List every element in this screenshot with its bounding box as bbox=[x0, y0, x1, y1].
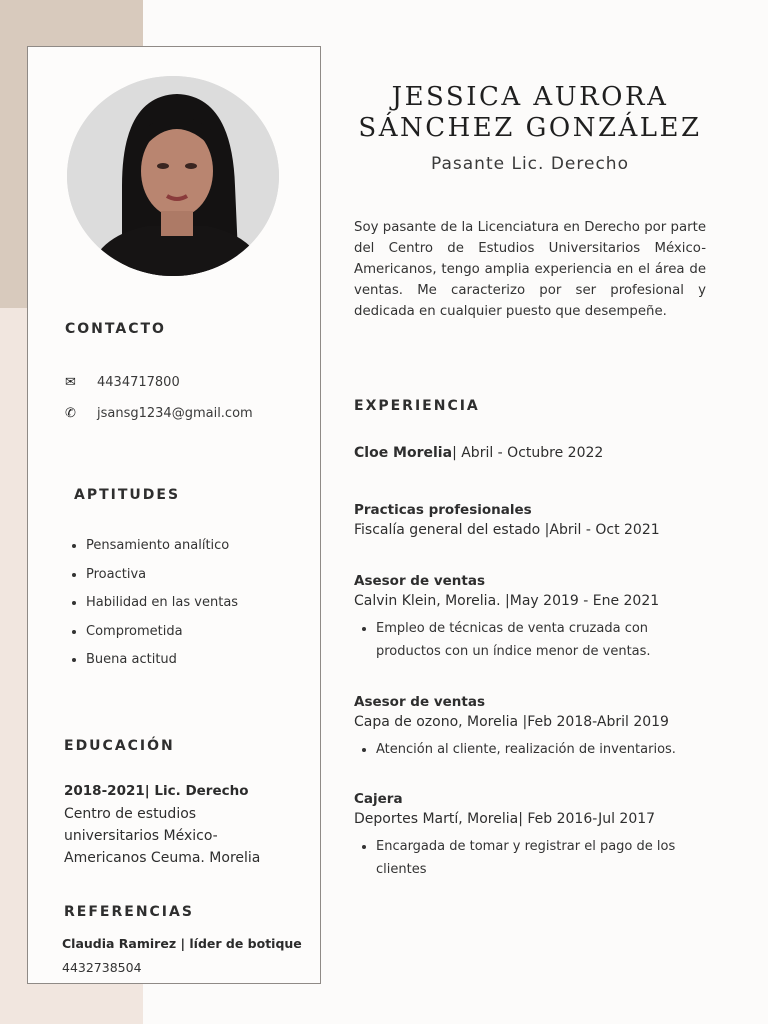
contact-email-row bbox=[65, 406, 253, 421]
list-item: • Empleo de técnicas de venta cruzada con productos con un índice menor de ventas. bbox=[376, 617, 666, 663]
candidate-name bbox=[340, 82, 720, 144]
skills-heading: APTITUDES bbox=[74, 487, 181, 503]
profile-photo bbox=[67, 76, 279, 276]
job-detail: Deportes Martí, Morelia| Feb 2016-Jul 2017 bbox=[354, 811, 656, 827]
list-item: • Encargada de tomar y registrar el pago de los clientes bbox=[376, 835, 696, 881]
name-line-1: JESSICA AURORA bbox=[391, 82, 669, 112]
candidate-title: Pasante Lic. Derecho bbox=[431, 154, 629, 174]
contact-phone-row bbox=[65, 375, 180, 390]
education-institution: Centro de estudios universitarios México-Americanos Ceuma. Morelia bbox=[64, 806, 261, 866]
job-title: Practicas profesionales bbox=[354, 502, 532, 518]
job-entry bbox=[354, 573, 724, 663]
job-entry bbox=[354, 502, 724, 538]
reference-phone: 4432738504 bbox=[62, 960, 142, 975]
list-item: • Habilidad en las ventas bbox=[86, 594, 238, 623]
job-title: Cajera bbox=[354, 791, 403, 807]
education-heading: EDUCACIÓN bbox=[64, 738, 175, 754]
job-title: Asesor de ventas bbox=[354, 573, 485, 589]
name-line-2: SÁNCHEZ GONZÁLEZ bbox=[358, 113, 702, 143]
job-detail: Fiscalía general del estado |Abril - Oct 2021 bbox=[354, 522, 660, 538]
phone-icon: ✆ bbox=[65, 406, 76, 421]
contact-email[interactable]: jsansg1234@gmail.com bbox=[97, 406, 253, 421]
sidebar-panel bbox=[27, 46, 321, 984]
job-detail: Calvin Klein, Morelia. |May 2019 - Ene 2021 bbox=[354, 593, 660, 609]
list-item: • Proactiva bbox=[86, 566, 238, 595]
experience-heading: EXPERIENCIA bbox=[354, 398, 480, 414]
contact-heading: CONTACTO bbox=[65, 321, 166, 337]
contact-phone: 4434717800 bbox=[97, 375, 180, 390]
job-entry bbox=[354, 694, 724, 761]
list-item: • Buena actitud bbox=[86, 651, 238, 680]
references-heading: REFERENCIAS bbox=[64, 904, 194, 920]
job-detail: Capa de ozono, Morelia |Feb 2018-Abril 2019 bbox=[354, 714, 669, 730]
envelope-icon: ✉ bbox=[65, 375, 76, 390]
job-title: Asesor de ventas bbox=[354, 694, 485, 710]
job-entry bbox=[354, 445, 724, 461]
job-entry bbox=[354, 791, 724, 881]
list-item: • Pensamiento analítico bbox=[86, 537, 238, 566]
job-company: Cloe Morelia bbox=[354, 445, 453, 461]
job-dates: | Abril - Octubre 2022 bbox=[452, 445, 604, 461]
profile-summary: Soy pasante de la Licenciatura en Derecho por parte del Centro de Estudios Universitarios México-Americanos, tengo amplia experiencia en el área de ventas. Me caracterizo por ser profesional y dedicada en cualquier puesto que desempeñe. bbox=[354, 220, 706, 319]
list-item: • Comprometida bbox=[86, 623, 238, 652]
reference-name: Claudia Ramirez | líder de botique bbox=[62, 936, 302, 951]
education-years: 2018-2021| Lic. Derecho bbox=[64, 783, 249, 799]
list-item: • Atención al cliente, realización de inventarios. bbox=[376, 738, 724, 761]
skills-list bbox=[66, 537, 238, 680]
